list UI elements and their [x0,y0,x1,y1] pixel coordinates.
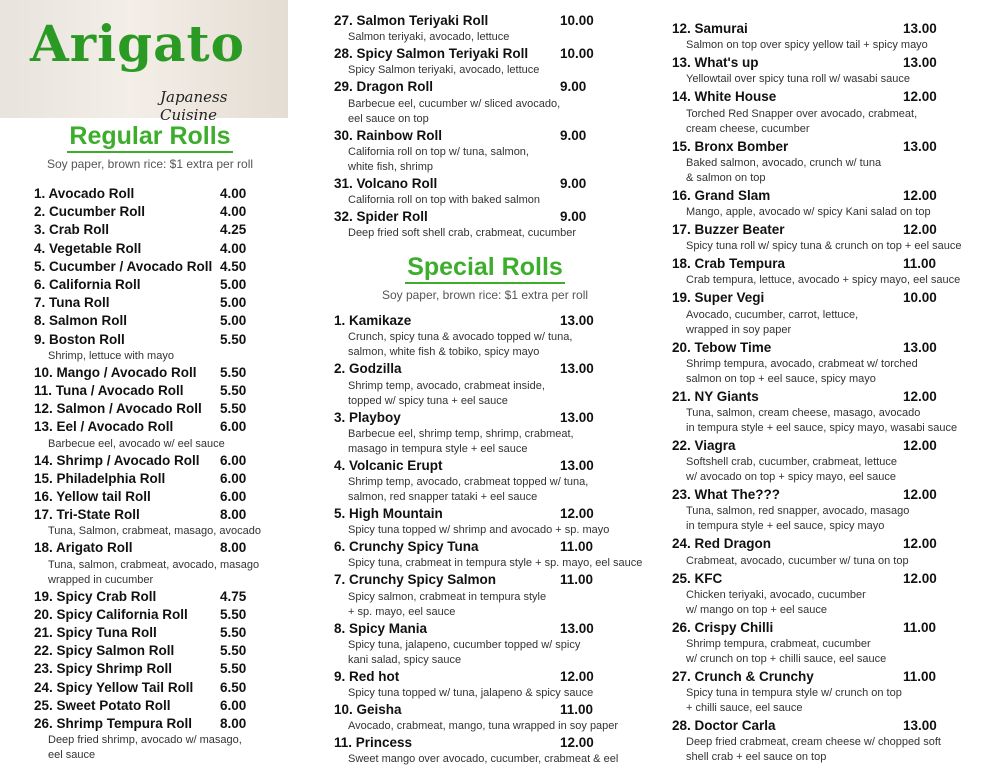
menu-item [334,127,640,175]
menu-item-name: 10. Geisha [334,702,402,718]
menu-item-description: Mango, apple, avocado w/ spicy Kani salad on top [686,206,931,219]
menu-item-description: Spicy tuna topped w/ tuna, jalapeno & spicy sauce [348,687,594,700]
menu-item [334,78,640,126]
regular-rolls-header [0,122,300,171]
menu-item-name: 21. Spicy Tuna Roll [34,625,157,641]
menu-item-price: 11.00 [903,619,937,635]
menu-item [334,505,640,538]
menu-item-description: Deep fried crabmeat, cream cheese w/ chopped soft [686,736,941,749]
menu-item-price: 5.50 [220,331,247,347]
menu-item-name: 16. Grand Slam [672,187,771,203]
menu-column-middle [330,0,643,767]
menu-item-description: Tuna, salmon, cream cheese, masago, avocado [686,407,921,420]
menu-item-description: in tempura style + eel sauce, spicy mayo, wasabi sauce [686,422,958,435]
menu-item [672,486,995,534]
menu-item [34,221,280,239]
menu-item-price: 13.00 [903,718,937,734]
menu-item [334,701,640,734]
menu-item-price: 13.00 [903,55,937,71]
menu-column-left [0,0,300,763]
brand-header [0,0,288,124]
menu-item-description: salmon on top + eel sauce, spicy mayo [686,372,876,385]
menu-item-name: 19. Spicy Crab Roll [34,588,157,604]
menu-item-price: 12.00 [903,388,937,404]
menu-item-price: 8.00 [220,507,247,523]
menu-item-name: 3. Playboy [334,409,401,425]
menu-item [334,620,640,668]
menu-item-description: Torched Red Snapper over avocado, crabmeat, [686,107,918,120]
menu-item-name: 29. Dragon Roll [334,79,434,95]
menu-item-description: Barbecue eel, avocado w/ eel sauce [48,437,225,450]
menu-item-price: 6.00 [220,489,247,505]
menu-item-price: 13.00 [560,361,594,377]
menu-item-description: Avocado, crabmeat, mango, tuna wrapped in soy paper [348,720,619,733]
menu-item [34,452,280,470]
restaurant-logo-title: Arigato [30,14,245,73]
menu-item [34,382,280,400]
menu-item [34,240,280,258]
menu-item-description: Crabmeat, avocado, cucumber w/ tuna on top [686,554,909,567]
menu-item-name: 28. Spicy Salmon Teriyaki Roll [334,46,529,62]
menu-item-description: Spicy tuna, crabmeat in tempura style + sp. mayo, eel sauce [348,557,643,570]
menu-item [334,312,640,360]
menu-item-name: 23. Spicy Shrimp Roll [34,661,173,677]
menu-item [672,221,995,254]
menu-item-name: 18. Arigato Roll [34,540,133,556]
menu-item-description: + sp. mayo, eel sauce [348,605,456,618]
menu-item-description: Shrimp temp, avocado, crabmeat inside, [348,379,545,392]
menu-item-name: 7. Crunchy Spicy Salmon [334,572,497,588]
menu-item-price: 9.00 [560,175,587,191]
menu-item-description: eel sauce [48,749,96,762]
menu-item-name: 28. Doctor Carla [672,718,776,734]
menu-item-name: 2. Cucumber Roll [34,204,146,220]
menu-item-name: 17. Tri-State Roll [34,507,140,523]
menu-item [672,619,995,667]
menu-item-price: 4.00 [220,204,247,220]
menu-item-price: 6.50 [220,679,247,695]
menu-item [334,571,640,619]
menu-item-name: 3. Crab Roll [34,222,110,238]
menu-item [34,470,280,488]
menu-item [672,187,995,220]
menu-item-name: 22. Spicy Salmon Roll [34,643,175,659]
menu-item-name: 4. Volcanic Erupt [334,457,443,473]
menu-item-price: 11.00 [560,539,594,555]
menu-item [334,45,640,78]
menu-item-description: Tuna, Salmon, crabmeat, masago, avocado [48,525,261,538]
menu-item-price: 6.00 [220,470,247,486]
menu-item-name: 24. Spicy Yellow Tail Roll [34,679,194,695]
menu-item [672,138,995,186]
menu-item-name: 1. Kamikaze [334,313,412,329]
menu-item-price: 12.00 [903,222,937,238]
menu-item-description: masago in tempura style + eel sauce [348,442,528,455]
menu-item [672,339,995,387]
menu-item [34,294,280,312]
menu-item [672,570,995,618]
menu-item-price: 4.75 [220,588,247,604]
menu-item [34,364,280,382]
menu-item-description: Spicy Salmon teriyaki, avocado, lettuce [348,64,540,77]
menu-item-price: 13.00 [560,457,594,473]
menu-item-name: 18. Crab Tempura [672,256,786,272]
menu-item-price: 11.00 [560,572,594,588]
menu-item [334,457,640,505]
menu-item-description: California roll on top with baked salmon [348,194,540,207]
menu-item-name: 6. California Roll [34,277,141,293]
menu-item-description: Salmon teriyaki, avocado, lettuce [348,31,510,44]
menu-item-name: 13. What's up [672,55,759,71]
menu-item [34,203,280,221]
menu-item-name: 5. High Mountain [334,506,443,522]
menu-item [34,606,280,624]
menu-item-name: 16. Yellow tail Roll [34,489,151,505]
menu-item-price: 12.00 [903,187,937,203]
menu-item [672,717,995,765]
menu-item-price: 8.00 [220,540,247,556]
menu-item [672,437,995,485]
menu-item-name: 11. Tuna / Avocado Roll [34,383,184,399]
menu-item-description: Spicy tuna topped w/ shrimp and avocado + sp. mayo [348,524,610,537]
menu-item [34,258,280,276]
menu-item-description: Shrimp tempura, avocado, crabmeat w/ torched [686,357,918,370]
special-rolls-header [330,253,640,302]
menu-item-name: 1. Avocado Roll [34,186,135,201]
menu-item-price: 12.00 [560,735,594,751]
menu-item-price: 13.00 [903,21,937,36]
menu-item-price: 10.00 [560,46,594,62]
menu-item-name: 17. Buzzer Beater [672,222,785,238]
menu-item-description: Shrimp, lettuce with mayo [48,349,174,362]
menu-item-price: 9.00 [560,209,587,225]
menu-item-description: in tempura style + eel sauce, spicy mayo [686,520,885,533]
menu-item [672,535,995,568]
menu-item [672,255,995,288]
menu-item [34,506,280,539]
menu-item-price: 5.50 [220,364,247,380]
menu-item-name: 5. Cucumber / Avocado Roll [34,258,213,274]
menu-item-name: 4. Vegetable Roll [34,240,142,256]
menu-item [34,697,280,715]
menu-item [672,88,995,136]
menu-item-price: 9.00 [560,79,587,95]
menu-item-name: 32. Spider Roll [334,209,428,225]
menu-item-price: 13.00 [903,339,937,355]
menu-item [334,734,640,767]
menu-item-name: 13. Eel / Avocado Roll [34,419,174,435]
menu-item-description: Tuna, salmon, red snapper, avocado, masago [686,505,910,518]
menu-item-name: 9. Red hot [334,668,400,684]
menu-item-price: 5.50 [220,661,247,677]
regular-rolls-list [0,185,300,763]
menu-item-description: Shrimp tempura, crabmeat, cucumber [686,638,871,651]
menu-item-price: 5.50 [220,625,247,641]
menu-item-description: Yellowtail over spicy tuna roll w/ wasabi sauce [686,73,910,86]
menu-item [672,20,995,53]
menu-item-description: wrapped in cucumber [48,573,154,586]
menu-item [34,660,280,678]
menu-item [334,538,643,571]
menu-item-name: 15. Philadelphia Roll [34,470,166,486]
menu-item-description: Spicy tuna in tempura style w/ crunch on top [686,687,902,700]
menu-item [34,679,280,697]
menu-item-description: Spicy salmon, crabmeat in tempura style [348,590,547,603]
menu-item-description: salmon, red snapper tataki + eel sauce [348,491,538,504]
menu-item-name: 8. Spicy Mania [334,620,428,636]
menu-item-name: 20. Tebow Time [672,339,772,355]
section-note: Soy paper, brown rice: $1 extra per roll [381,288,589,303]
menu-item-name: 23. What The??? [672,487,780,503]
menu-item-description: wrapped in soy paper [686,323,792,336]
menu-item-description: California roll on top w/ tuna, salmon, [348,145,529,158]
section-note: Soy paper, brown rice: $1 extra per roll [46,157,254,171]
menu-item [34,588,280,606]
menu-item-description: w/ crunch on top + chilli sauce, eel sauce [686,653,887,666]
menu-item-price: 13.00 [560,313,594,329]
menu-item-description: Softshell crab, cucumber, crabmeat, lettuce [686,456,897,469]
menu-item-description: topped w/ spicy tuna + eel sauce [348,394,508,407]
menu-item-price: 12.00 [903,89,937,105]
menu-item-description: kani salad, spicy sauce [348,653,462,666]
menu-item-price: 12.00 [903,438,937,454]
menu-item-description: salmon, white fish & tobiko, spicy mayo [348,346,540,359]
menu-item-price: 13.00 [560,409,594,425]
menu-item [334,360,640,408]
menu-item [34,715,280,763]
regular-rolls-list-continued [330,12,640,241]
menu-item [334,12,640,45]
menu-item-description: Barbecue eel, shrimp temp, shrimp, crabmeat, [348,427,574,440]
menu-item-name: 26. Shrimp Tempura Roll [34,716,193,732]
menu-item-description: Crab tempura, lettuce, avocado + spicy mayo, eel sauce [686,274,961,287]
menu-item-price: 8.00 [220,716,247,732]
menu-item-description: Crunch, spicy tuna & avocado topped w/ tuna, [348,331,573,344]
menu-item-name: 14. White House [672,89,777,105]
menu-item-description: eel sauce on top [348,112,429,125]
menu-item-name: 19. Super Vegi [672,290,765,306]
menu-item-price: 5.50 [220,401,247,417]
menu-item-price: 13.00 [903,138,937,154]
menu-item-description: w/ avocado on top + spicy mayo, eel sauce [686,471,897,484]
menu-item-name: 31. Volcano Roll [334,175,438,191]
menu-item-name: 11. Princess [334,735,413,751]
menu-item-price: 6.00 [220,452,247,468]
menu-item [34,642,280,660]
menu-item-price: 4.00 [220,240,247,256]
menu-item [672,54,995,87]
menu-item [672,289,995,337]
menu-item-description: Salmon on top over spicy yellow tail + spicy mayo [686,39,928,52]
menu-item-price: 12.00 [903,536,937,552]
menu-item [672,388,995,436]
menu-item-price: 11.00 [903,669,937,685]
menu-item-name: 10. Mango / Avocado Roll [34,364,197,380]
menu-item-name: 7. Tuna Roll [34,295,110,311]
menu-item-price: 9.00 [560,127,587,143]
menu-item-price: 4.00 [220,186,247,201]
menu-item-price: 5.00 [220,313,247,329]
menu-item-price: 10.00 [560,13,594,28]
menu-item-description: Deep fried soft shell crab, crabmeat, cucumber [348,227,577,240]
section-title: Regular Rolls [67,122,232,153]
menu-item-description: & salmon on top [686,171,766,184]
menu-item-description: Spicy tuna, jalapeno, cucumber topped w/ spicy [348,638,581,651]
menu-item [34,539,280,587]
menu-item [334,175,640,208]
menu-item-description: Chicken teriyaki, avocado, cucumber [686,588,866,601]
menu-item-name: 12. Samurai [672,21,748,36]
menu-item [34,331,280,364]
menu-item-name: 26. Crispy Chilli [672,619,774,635]
menu-item-name: 22. Viagra [672,438,736,454]
menu-item-description: shell crab + eel sauce on top [686,751,827,764]
menu-item [34,624,280,642]
restaurant-subtitle: Japaness Cuisine [160,88,228,124]
section-title: Special Rolls [405,253,565,284]
menu-item-price: 5.00 [220,295,247,311]
menu-item [34,312,280,330]
menu-item-price: 11.00 [903,256,937,272]
menu-item-name: 15. Bronx Bomber [672,138,789,154]
special-rolls-list-continued [670,20,995,765]
menu-item-name: 27. Crunch & Crunchy [672,669,814,685]
menu-item-price: 4.25 [220,222,247,238]
menu-item-description: Shrimp temp, avocado, crabmeat topped w/ tuna, [348,476,589,489]
menu-item-description: Avocado, cucumber, carrot, lettuce, [686,308,859,321]
menu-item-description: + chilli sauce, eel sauce [686,702,803,715]
menu-item-price: 11.00 [560,702,594,718]
menu-item-price: 12.00 [903,570,937,586]
menu-item-description: w/ mango on top + eel sauce [686,603,827,616]
menu-item-price: 5.00 [220,277,247,293]
menu-item-price: 12.00 [560,668,594,684]
menu-item [34,276,280,294]
menu-item-name: 6. Crunchy Spicy Tuna [334,539,479,555]
menu-item-name: 21. NY Giants [672,388,759,404]
menu-item-name: 27. Salmon Teriyaki Roll [334,13,489,28]
menu-item-name: 24. Red Dragon [672,536,772,552]
menu-item-name: 20. Spicy California Roll [34,606,188,622]
menu-item-description: Sweet mango over avocado, cucumber, crabmeat & eel [348,753,619,766]
menu-item-description: white fish, shrimp [348,160,433,173]
menu-item-price: 6.00 [220,419,247,435]
menu-item-name: 2. Godzilla [334,361,402,377]
menu-item [34,488,280,506]
menu-item [34,418,280,451]
menu-item [34,400,280,418]
menu-item-price: 12.00 [560,506,594,522]
menu-item-price: 5.50 [220,383,247,399]
menu-item-name: 12. Salmon / Avocado Roll [34,401,202,417]
menu-item-price: 6.00 [220,697,247,713]
menu-item-name: 25. Sweet Potato Roll [34,697,171,713]
menu-item-description: Tuna, salmon, crabmeat, avocado, masago [48,558,260,571]
menu-item [334,668,640,701]
menu-item-description: Baked salmon, avocado, crunch w/ tuna [686,156,882,169]
menu-item-name: 14. Shrimp / Avocado Roll [34,452,200,468]
menu-item-description: Spicy tuna roll w/ spicy tuna & crunch on top + eel sauce [686,240,962,253]
special-rolls-list [330,312,643,767]
menu-item-description: Deep fried shrimp, avocado w/ masago, [48,734,242,747]
menu-item-price: 5.50 [220,606,247,622]
menu-item-price: 4.50 [220,258,247,274]
menu-item [334,208,640,241]
menu-item-price: 10.00 [903,290,937,306]
menu-item-price: 5.50 [220,643,247,659]
menu-item [672,668,995,716]
menu-item-description: Barbecue eel, cucumber w/ sliced avocado, [348,97,561,110]
menu-item-price: 12.00 [903,487,937,503]
menu-column-right [670,0,995,766]
menu-item-name: 8. Salmon Roll [34,313,128,329]
menu-item [334,409,640,457]
menu-item-name: 25. KFC [672,570,723,586]
menu-item-price: 13.00 [560,620,594,636]
menu-item-name: 9. Boston Roll [34,331,125,347]
menu-item-name: 30. Rainbow Roll [334,127,443,143]
menu-item [34,185,280,203]
menu-item-description: cream cheese, cucumber [686,122,810,135]
